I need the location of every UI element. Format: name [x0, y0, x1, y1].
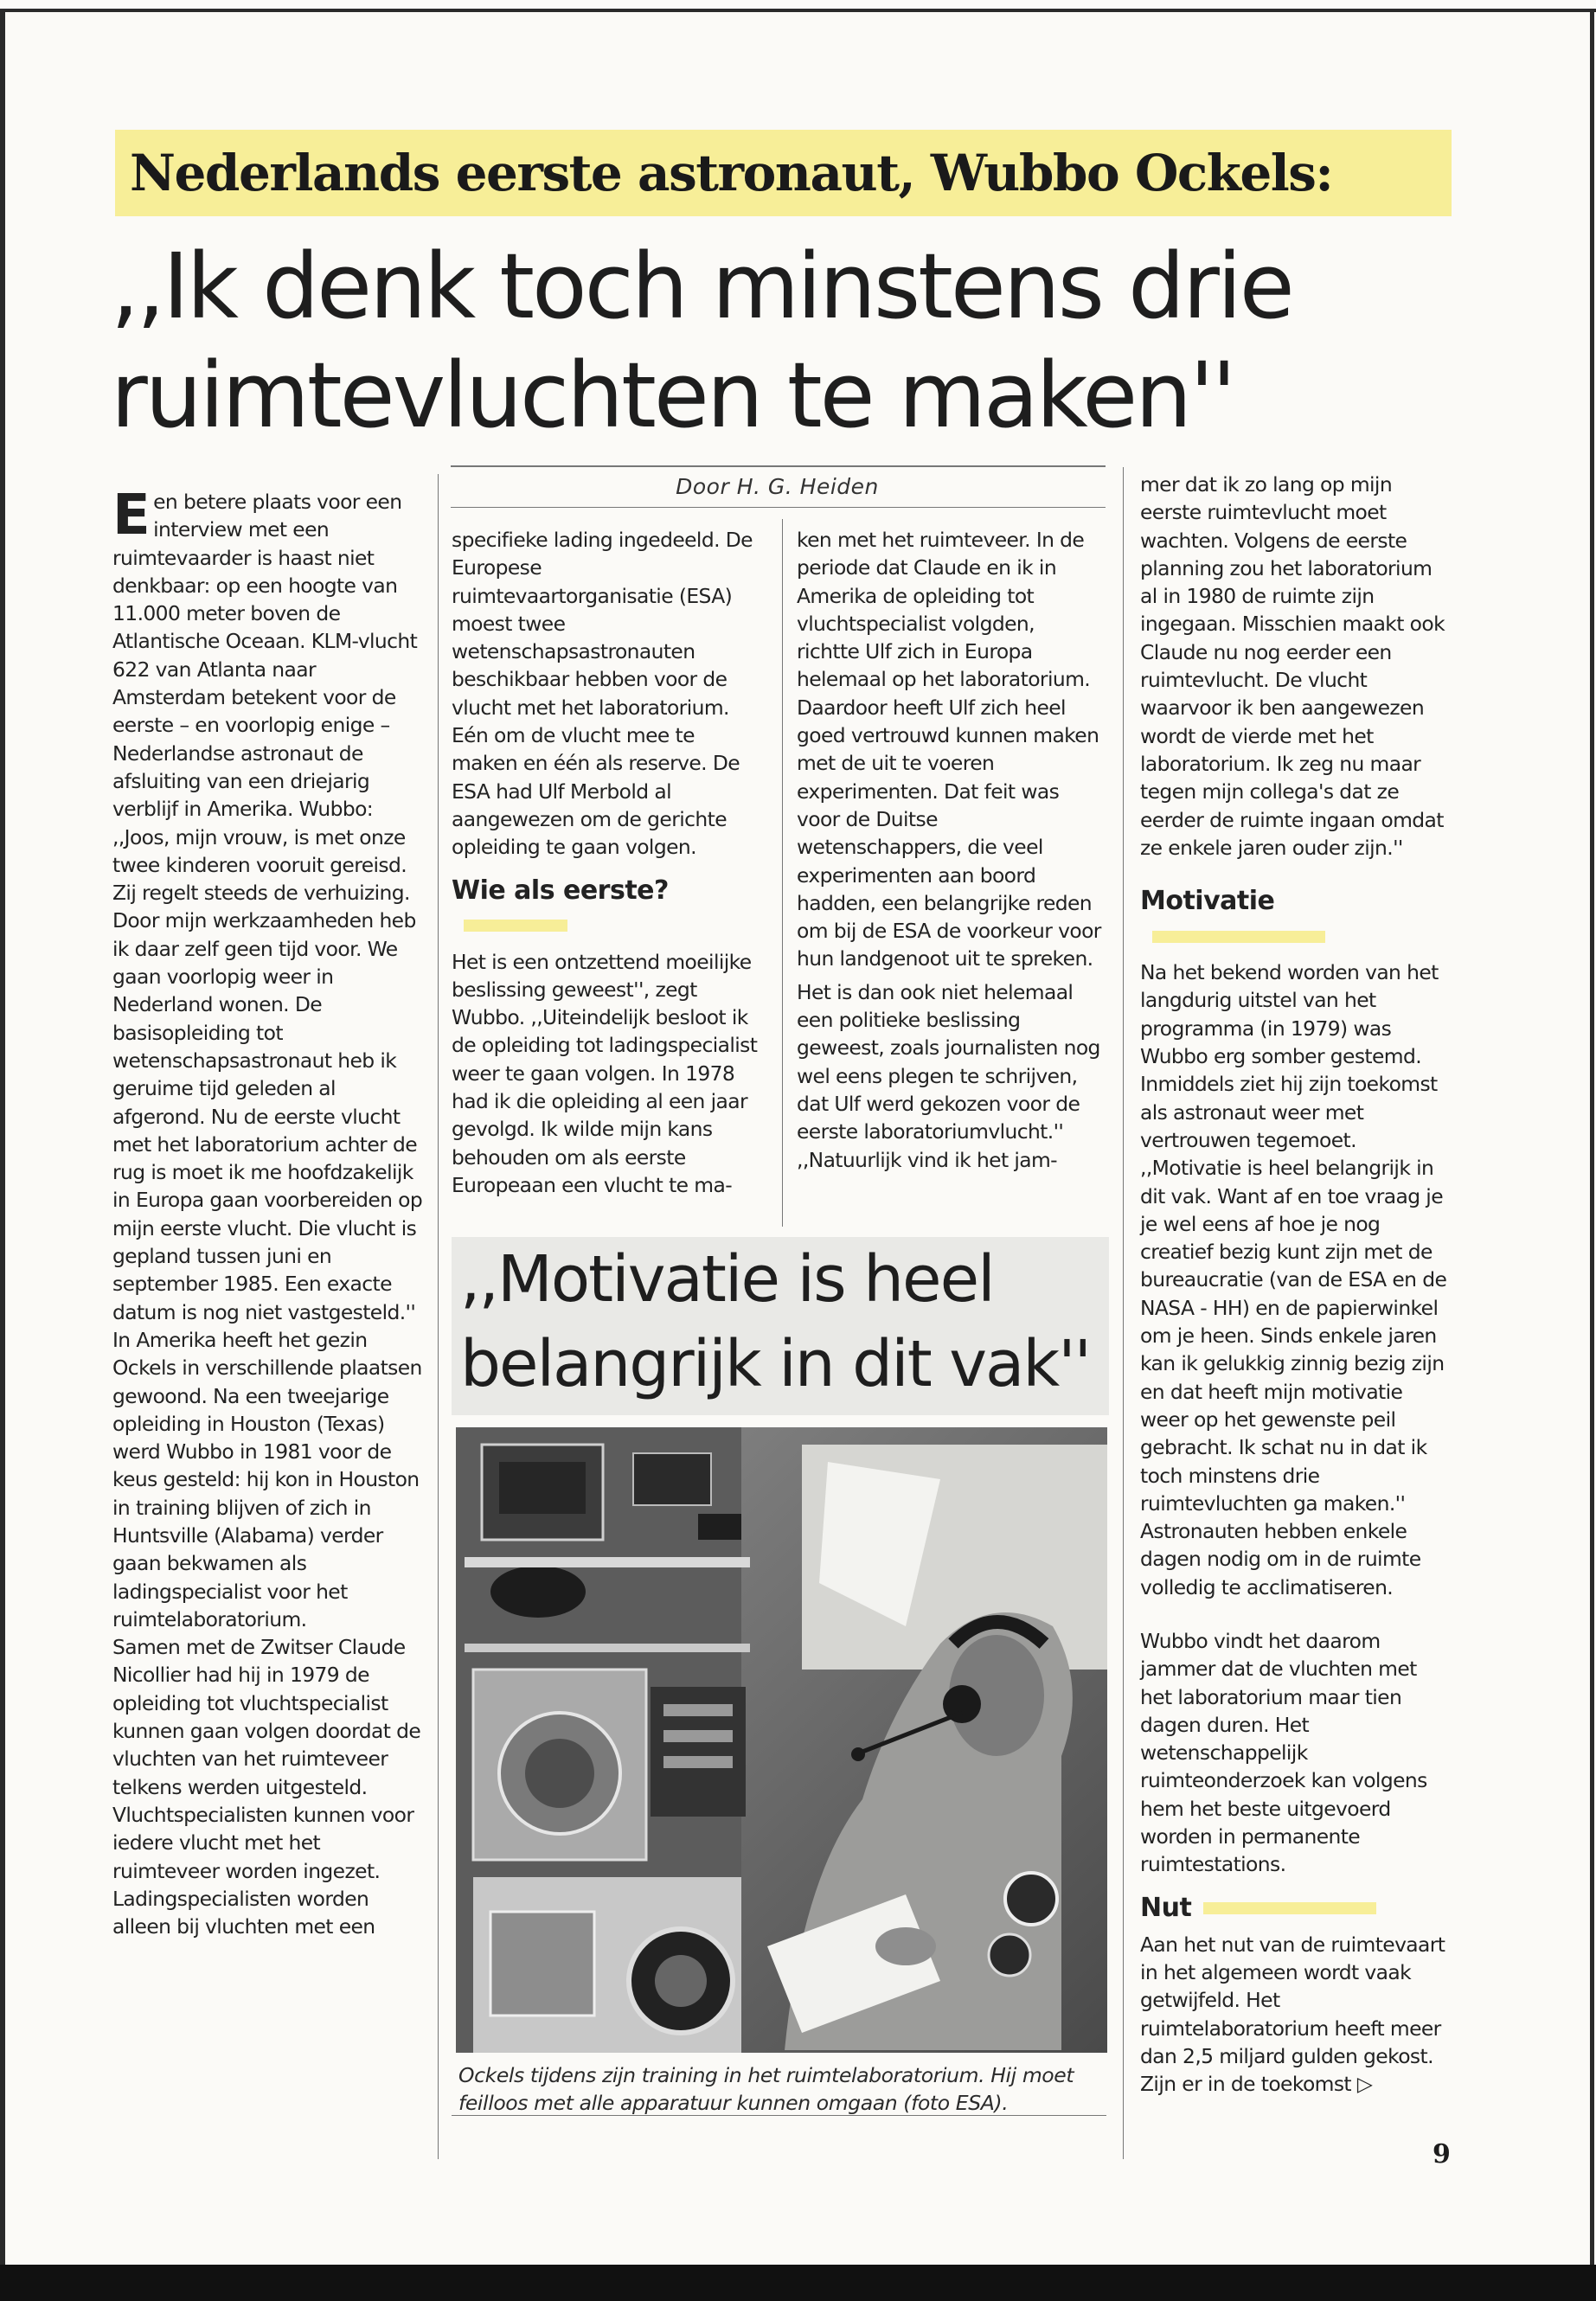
column-1 [112, 484, 424, 1940]
subhead-1-text: Wie als eerste? [452, 875, 669, 906]
column-rule-2 [782, 519, 783, 1227]
col3-paragraph-1: ken met het ruimteveer. In de periode dat Claude en ik in Amerika de opleiding tot vluchtspecialist volgden, richtte Ulf zich in Europa helemaal op het laboratorium. Daardoor heeft Ulf zich heel goed vertrouwd kunnen maken met de uit te voeren experimenten. Dat feit was voor de Duitse wetenschappers, die veel experimenten aan boord hadden, een belangrijke reden om bij de ESA de voorkeur voor hun landgenoot uit te spreken. [797, 528, 1101, 971]
column-rule-3 [1123, 467, 1124, 2159]
byline-rule-bottom [451, 507, 1106, 508]
col2-paragraph-1: specifieke lading ingedeeld. De Europese ruimtevaartorganisatie (ESA) moest twee wetenschapsastronauten beschikbaar hebben voor de vlucht met het laboratorium. Eén om de vlucht mee te maken en één als reserve. De ESA had Ulf Merbold al aangewezen om de gerichte opleiding te gaan volgen. [452, 528, 753, 860]
page-border-right [1590, 9, 1594, 2266]
column-2 [452, 526, 761, 1199]
byline-rule [451, 465, 1106, 467]
pullquote-line-2: belangrijk in dit vak'' [460, 1327, 1090, 1401]
col2-paragraph-2: Het is een ontzettend moeilijke beslissing geweest'', zegt Wubbo. ,,Uiteindelijk besloot ik de opleiding tot ladingspecialist weer te gaan volgen. In 1978 had ik die opleiding al een jaar gevolgd. Ik wilde mijn kans behouden om als eerste Europeaan een vlucht te ma- [452, 949, 758, 1197]
photo-caption: Ockels tijdens zijn training in het ruimtelaboratorium. Hij moet feilloos met alle apparatuur kunnen omgaan (foto ESA). [458, 2063, 1074, 2115]
col1-paragraph-3: Samen met de Zwitser Claude Nicollier had hij in 1979 de opleiding tot vluchtspecialist kunnen gaan volgen doordat de vluchten van het ruimteveer telkens werden uitgesteld. Vluchtspecialisten kunnen voor iedere vlucht met het ruimteveer worden ingezet. Ladingspecialisten worden alleen bij vluchten met een [112, 1635, 421, 1939]
subhead-nut [1140, 1891, 1452, 1926]
col1-paragraph-1: en betere plaats voor een interview met een ruimtevaarder is haast niet denkbaar: op een hoogte van 11.000 meter boven de Atlantische Oceaan. KLM-vlucht 622 van Atlanta naar Amsterdam betekent voor de eerste – en voorlopig enige – Nederlandse astronaut de afsluiting van een driejarig verblijf in Amerika. Wubbo: ,,Joos, mijn vrouw, is met onze twee kinderen vooruit gereisd. Zij regelt steeds de verhuizing. Door mijn werkzaamheden heb ik daar zelf geen tijd voor. We gaan voorlopig weer in Nederland wonen. De basisopleiding tot wetenschapsastronaut heb ik geruime tijd geleden al afgerond. Nu de eerste vlucht met het laboratorium achter de rug is moet ik me hoofdzakelijk in Europa gaan voorbereiden op mijn eerste vlucht. Die vlucht is gepland tussen juni en september 1985. Een exacte datum is nog niet vastgesteld.'' [112, 490, 423, 1324]
col4-paragraph-2: Na het bekend worden van het langdurig uitstel van het programma (in 1979) was Wubbo erg somber gestemd. Inmiddels ziet hij zijn toekomst als astronaut weer met vertrouwen tegemoet. ,,Motivatie is heel belangrijk in dit vak. Want af en toe vraag je je wel eens af hoe je nog creatief bezig kunt zijn met de bureaucratie (van de ESA en de NASA - HH) en de papierwinkel om je heen. Sinds enkele jaren kan ik gelukkig zinnig bezig zijn en dat heeft mijn motivatie weer op het gewenste peil gebracht. Ik schat nu in dat ik toch minstens drie ruimtevluchten ga maken.'' Astronauten hebben enkele dagen nodig om in de ruimte volledig te acclimatiseren. [1140, 960, 1447, 1599]
subhead-2-text: Motivatie [1140, 886, 1275, 917]
col4-paragraph-4: Aan het nut van de ruimtevaart in het algemeen wordt vaak getwijfeld. Het ruimtelaboratorium heeft meer dan 2,5 miljard gulden gekost. Zijn er in de toekomst ▷ [1140, 1932, 1445, 2097]
col3-paragraph-3: ,,Natuurlijk vind ik het jam- [797, 1147, 1058, 1172]
pullquote [460, 1237, 1118, 1407]
col3-paragraph-2: Het is dan ook niet helemaal een politieke beslissing geweest, zoals journalisten nog wel eens plegen te schrijven, dat Ulf werd gekozen voor de eerste laboratoriumvlucht.'' [797, 979, 1100, 1144]
subhead-3-text: Nut [1140, 1892, 1192, 1923]
subhead-3-bar [1203, 1902, 1376, 1914]
page-border-left [0, 9, 5, 2266]
pullquote-line-1: ,,Motivatie is heel [460, 1242, 994, 1317]
col4-paragraph-1: mer dat ik zo lang op mijn eerste ruimtevlucht moet wachten. Volgens de eerste planning zou het laboratorium al in 1980 de ruimte zijn ingegaan. Misschien maakt ook Claude nu nog eerder een ruimtevlucht. De vlucht waarvoor ik ben aangewezen wordt de vierde met het laboratorium. Ik zeg nu maar tegen mijn collega's dat ze eerder de ruimte ingaan omdat ze enkele jaren ouder zijn.'' [1140, 472, 1445, 860]
column-4 [1140, 471, 1452, 2098]
subhead-1-bar [464, 920, 567, 932]
drop-cap: E [112, 484, 151, 548]
intro-paragraph [112, 484, 424, 1326]
subhead-wie-als-eerste [452, 874, 761, 943]
col1-paragraph-2: In Amerika heeft het gezin Ockels in verschillende plaatsen gewoond. Na een tweejarige opleiding in Houston (Texas) werd Wubbo in 1981 voor de keus gesteld: hij kon in Houston in training blijven of zich in Huntsville (Alabama) verder gaan bekwamen als ladingspecialist voor het ruimtelaboratorium. [112, 1327, 422, 1631]
headline-line-2: ruimtevluchten te maken'' [111, 343, 1234, 448]
byline: Door H. G. Heiden [676, 474, 879, 499]
article-kicker: Nederlands eerste astronaut, Wubbo Ockels: [130, 144, 1333, 202]
col4-paragraph-3: Wubbo vindt het daarom jammer dat de vluchten met het laboratorium maar tien dagen duren. Het wetenschappelijk ruimteonderzoek kan volgens hem het beste uitgevoerd worden in permanente ruimtestations. [1140, 1628, 1427, 1877]
headline-line-1: ,,Ik denk toch minstens drie [111, 234, 1292, 339]
astronaut-training-photo [456, 1427, 1107, 2053]
article-headline [111, 232, 1460, 450]
page-number: 9 [1433, 2139, 1451, 2170]
column-rule-1 [438, 474, 439, 2159]
column-3 [797, 526, 1101, 1174]
page-border-top [0, 9, 1596, 12]
page-border-bottom [0, 2265, 1596, 2301]
subhead-motivatie [1140, 884, 1452, 953]
subhead-2-bar [1152, 931, 1325, 943]
